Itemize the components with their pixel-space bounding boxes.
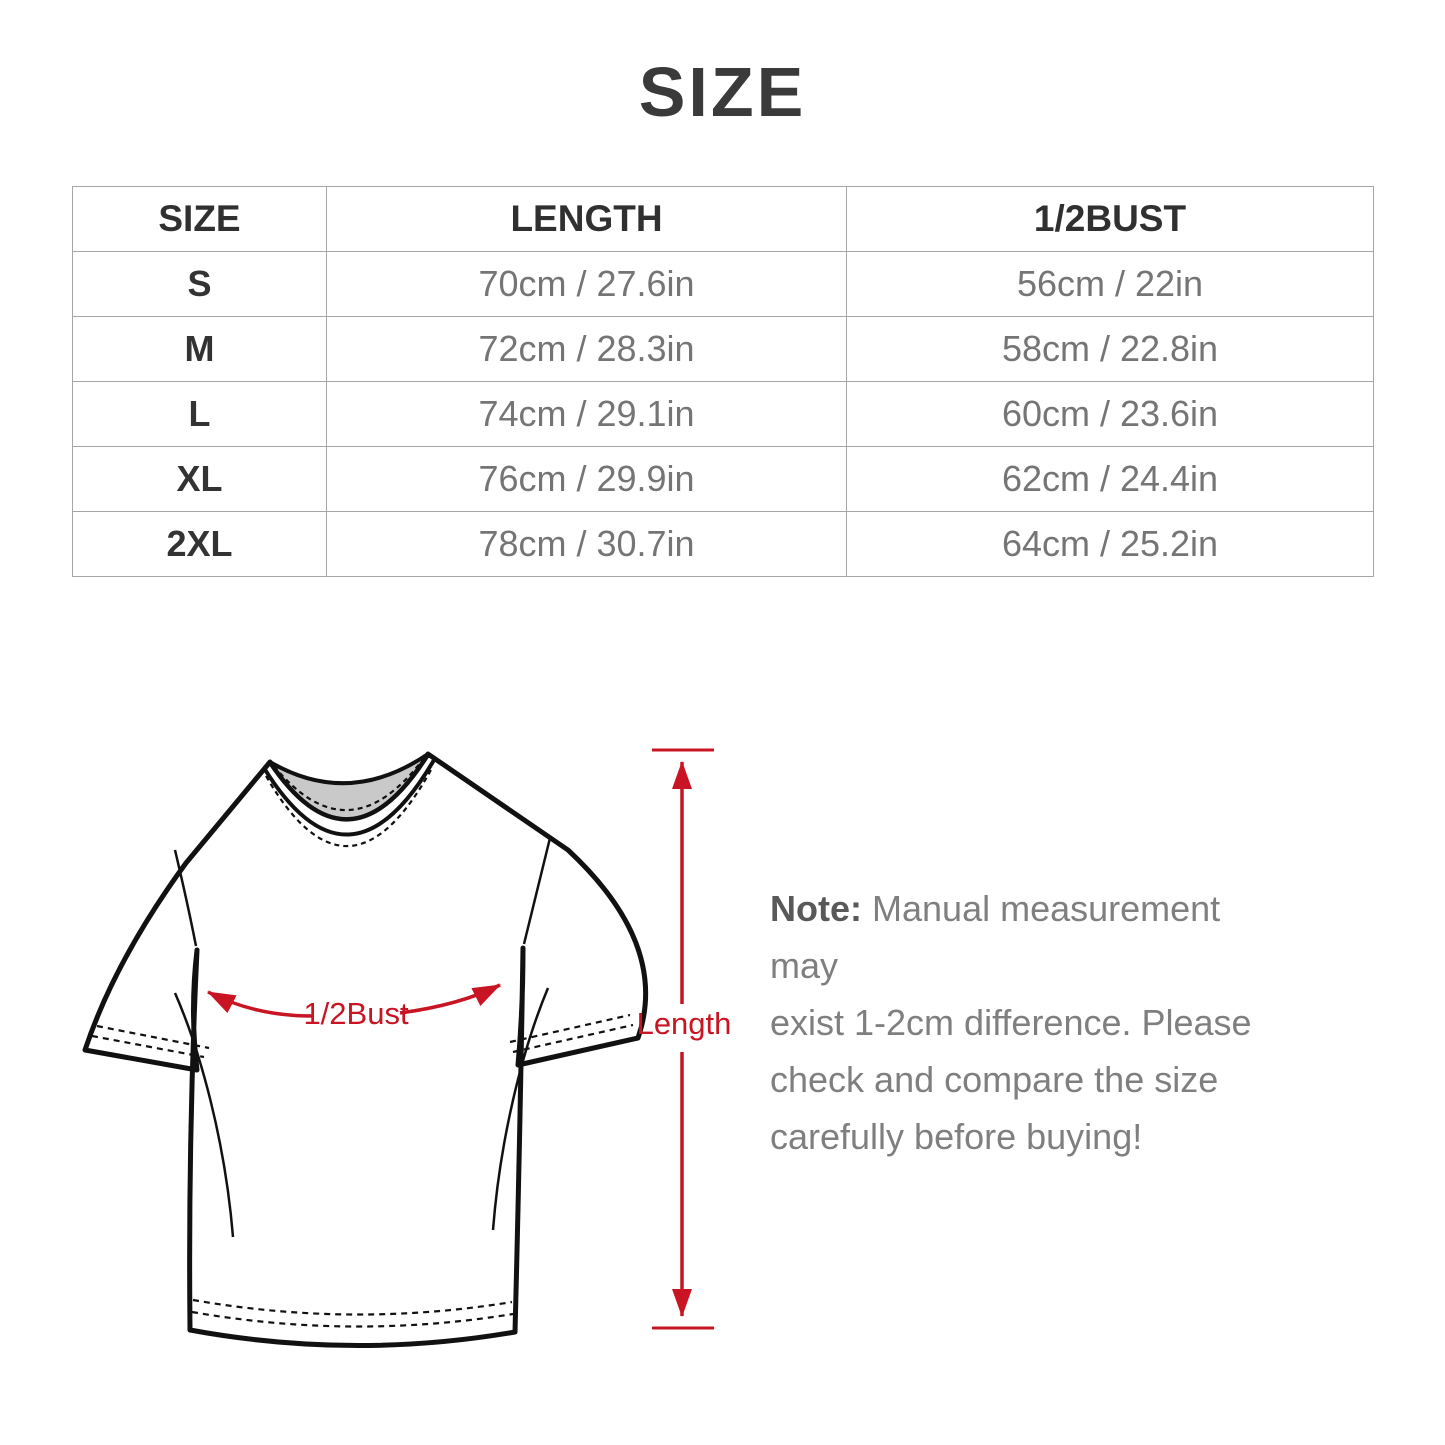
col-header-halfbust: 1/2BUST (847, 187, 1374, 252)
page-title: SIZE (638, 53, 807, 131)
length-value: 70cm / 27.6in (327, 252, 847, 317)
length-value: 72cm / 28.3in (327, 317, 847, 382)
bust-value: 62cm / 24.4in (847, 447, 1374, 512)
note-prefix: Note: (770, 888, 862, 929)
length-arrow (637, 750, 732, 1328)
note-line (770, 880, 1290, 994)
length-value: 76cm / 29.9in (327, 447, 847, 512)
bust-value: 64cm / 25.2in (847, 512, 1374, 577)
table-header-row (73, 187, 1374, 252)
note-line2: exist 1-2cm difference. Please (770, 1002, 1252, 1043)
bust-arrow-label: 1/2Bust (303, 996, 409, 1031)
note-text (770, 880, 1290, 1165)
col-header-size: SIZE (73, 187, 327, 252)
bust-value: 60cm / 23.6in (847, 382, 1374, 447)
size-label: L (73, 382, 327, 447)
tshirt-measurement-diagram (60, 720, 740, 1380)
note-line1: Manual measurement may (770, 888, 1221, 986)
bust-value: 56cm / 22in (847, 252, 1374, 317)
size-label: 2XL (73, 512, 327, 577)
size-label: S (73, 252, 327, 317)
table-row (73, 317, 1374, 382)
size-label: M (73, 317, 327, 382)
table-row (73, 512, 1374, 577)
length-value: 74cm / 29.1in (327, 382, 847, 447)
note-line4: carefully before buying! (770, 1116, 1143, 1157)
table-row (73, 447, 1374, 512)
size-table (72, 186, 1374, 577)
bust-value: 58cm / 22.8in (847, 317, 1374, 382)
table-row (73, 252, 1374, 317)
length-value: 78cm / 30.7in (327, 512, 847, 577)
col-header-length: LENGTH (327, 187, 847, 252)
length-arrow-label: Length (636, 1006, 732, 1041)
tshirt-outline-icon (85, 754, 646, 1346)
table-row (73, 382, 1374, 447)
size-label: XL (73, 447, 327, 512)
note-line3: check and compare the size (770, 1059, 1219, 1100)
